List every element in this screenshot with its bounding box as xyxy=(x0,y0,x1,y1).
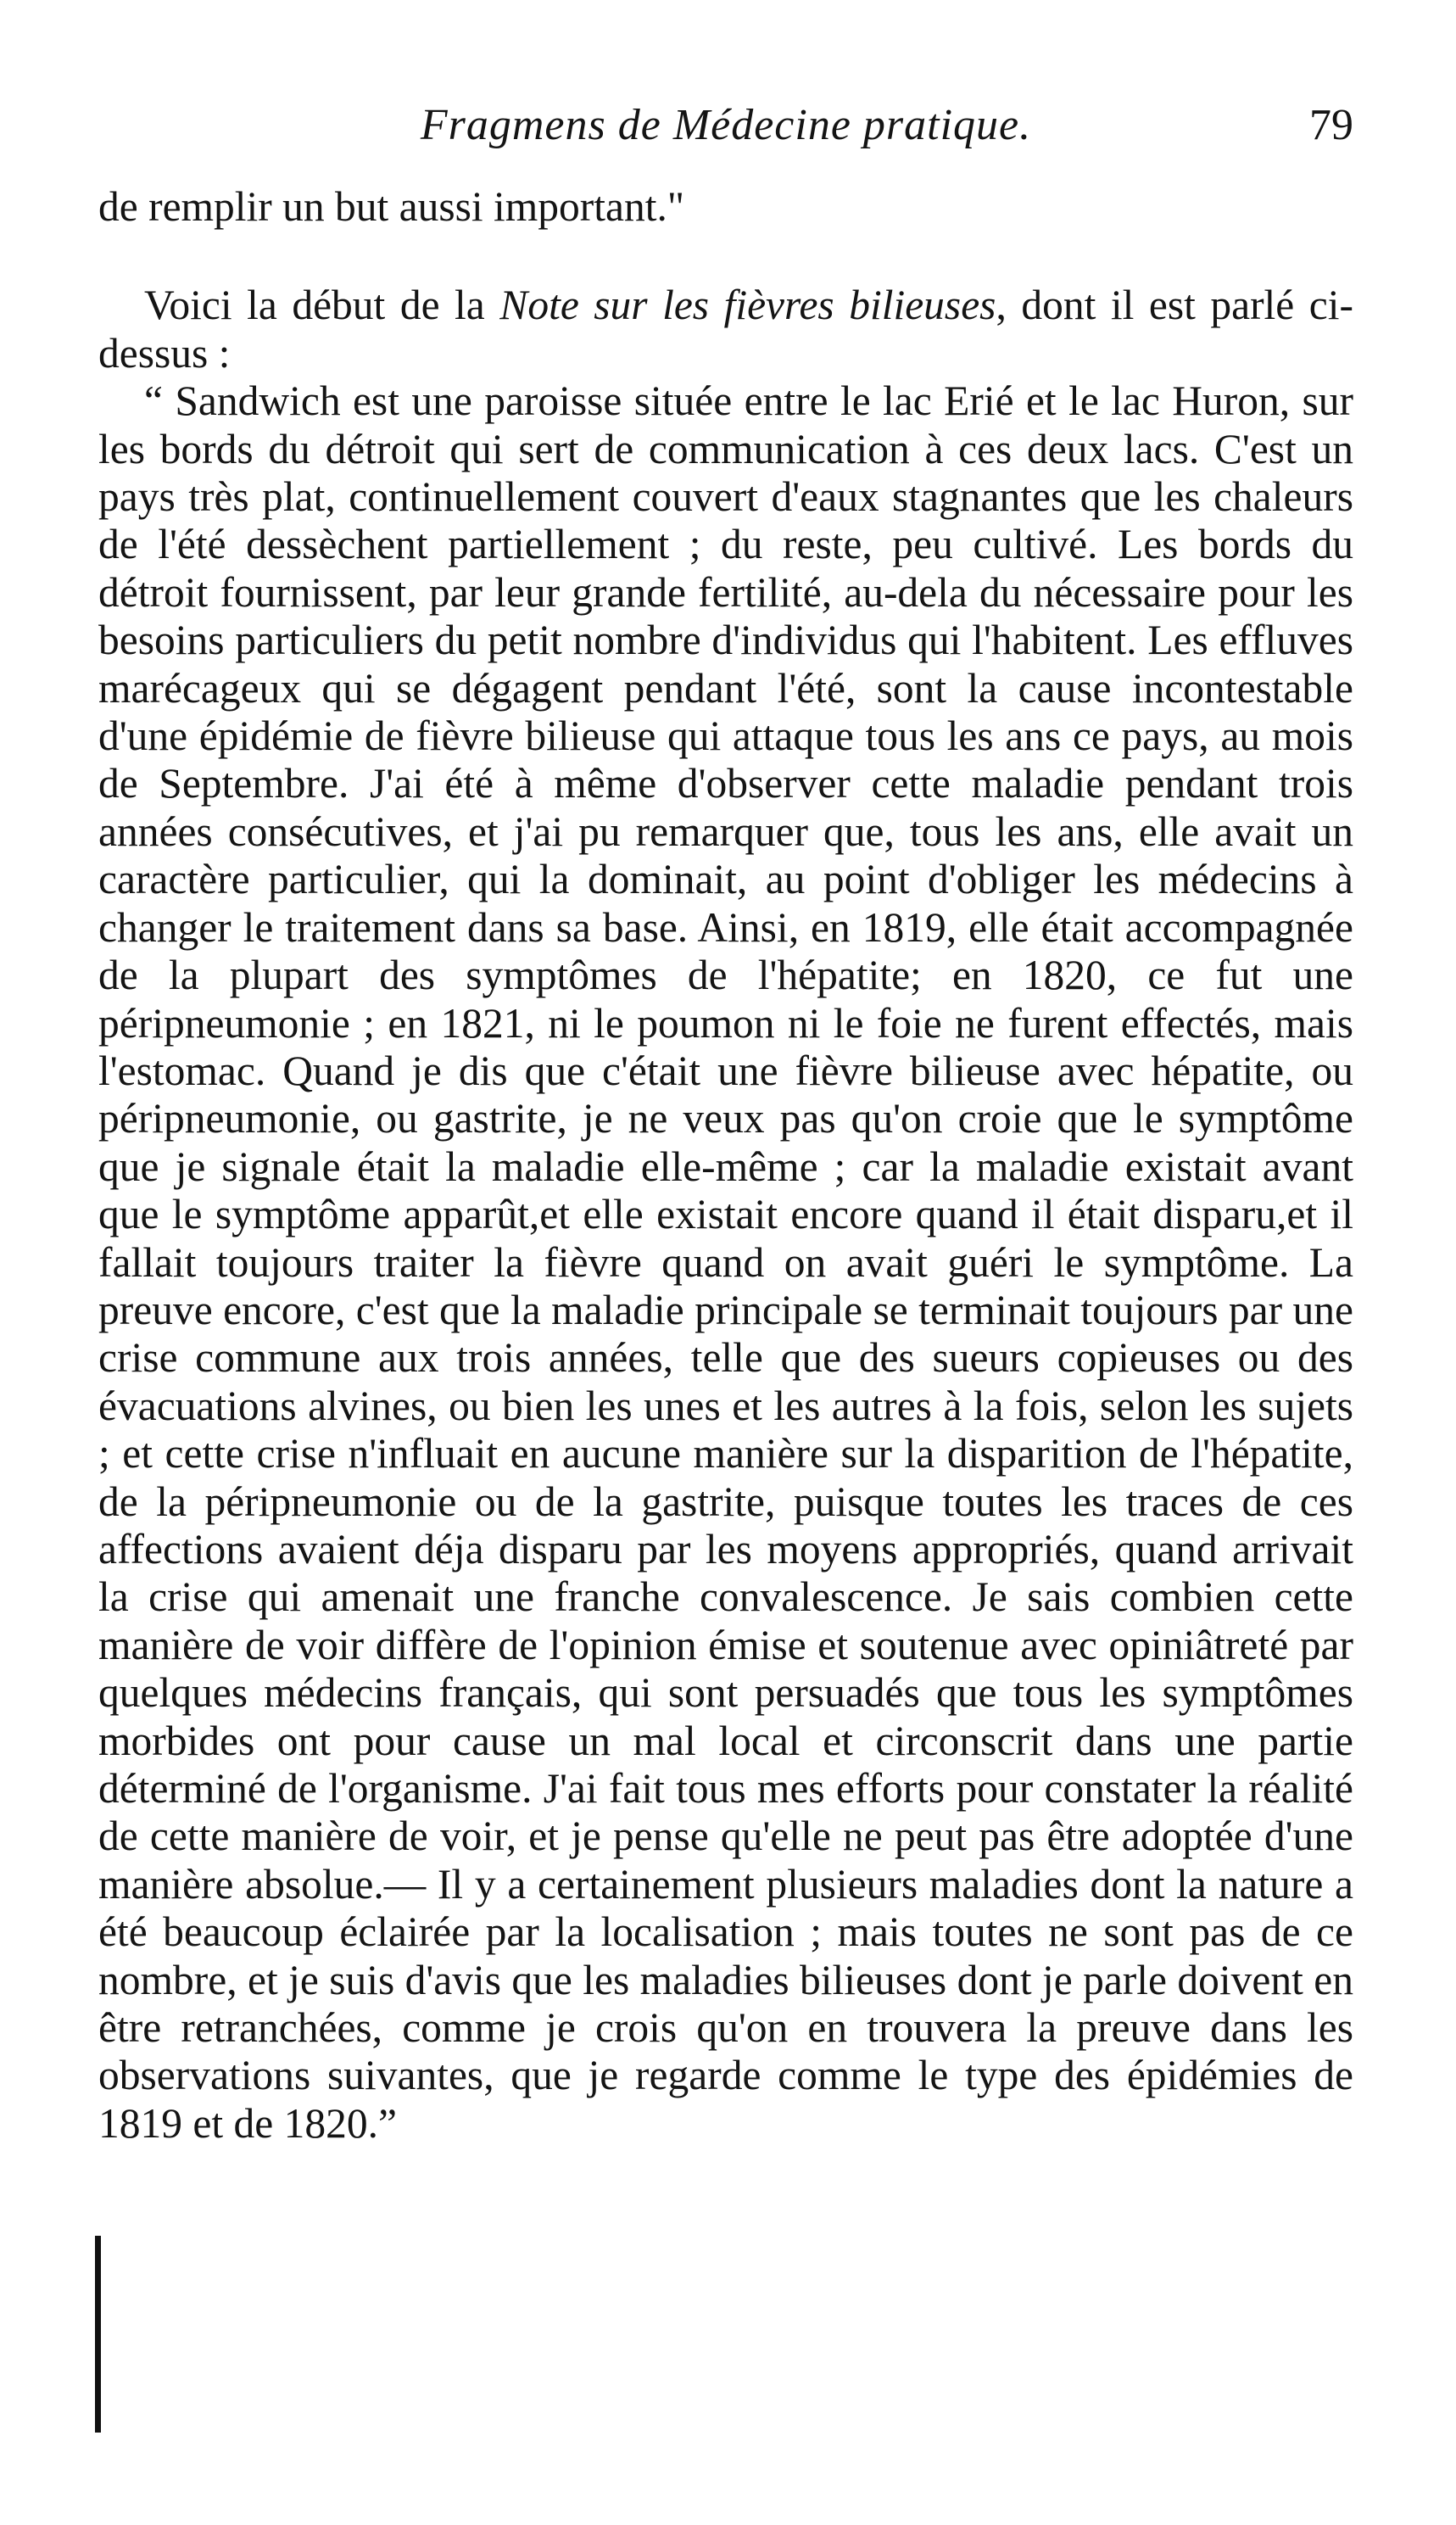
intro-text-before: Voici la début de la xyxy=(144,282,500,329)
margin-marker-bar xyxy=(95,2236,101,2433)
running-head xyxy=(98,100,1353,159)
quoted-note-paragraph: “ Sandwich est une paroisse située entre le lac Erié et le lac Huron, sur les bords du détroit qui sert de communication à ces deux lacs. C'est un pays très plat, continuellement couvert d'eaux stagnantes que les chaleurs de l'été dessèchent partiellement ; du reste, peu cultivé. Les bords du détroit fournissent, par leur grande fertilité, au-dela du nécessaire pour les besoins particuliers du petit nombre d'individus qui l'habitent. Les effluves marécageux qui se dégagent pendant l'été, sont la cause incontestable d'une épidémie de fièvre bilieuse qui attaque tous les ans ce pays, au mois de Septembre. J'ai été à même d'observer cette maladie pendant trois années consécutives, et j'ai pu remarquer que, tous les ans, elle avait un caractère particulier, qui la dominait, au point d'obliger les médecins à changer le traitement dans sa base. Ainsi, en 1819, elle était accompagnée de la plupart des symptômes de l'hépatite; en 1820, ce fut une péripneumonie ; en 1821, ni le poumon ni le foie ne furent effectés, mais l'estomac. Quand je dis que c'était une fièvre bilieuse avec hépatite, ou péripneumonie, ou gastrite, je ne veux pas qu'on croie que le symptôme que je signale était la maladie elle-même ; car la maladie existait avant que le symptôme apparût,et elle existait encore quand il était disparu,et il fallait toujours traiter la fièvre quand on avait guéri le symptôme. La preuve encore, c'est que la maladie principale se terminait toujours par une crise commune aux trois années, telle que des sueurs copieuses ou des évacuations alvines, ou bien les unes et les autres à la fois, selon les sujets ; et cette crise n'influait en aucune manière sur la disparition de l'hépatite, de la péripneumonie ou de la gastrite, puisque toutes les traces de ces affections avaient déja disparu par les moyens appropriés, quand arrivait la crise qui amenait une franche convalescence. Je sais combien cette manière de voir diffère de l'opinion émise et soutenue avec opiniâtreté par quelques médecins français, qui sont persuadés que tous les symptômes morbides ont pour cause un mal local et circonscrit dans une partie déterminé de l'organisme. J'ai fait tous mes efforts pour constater la réalité de cette manière de voir, et je pense qu'elle ne peut pas être adoptée d'une manière absolue.— Il y a certainement plusieurs maladies dont la nature a été beaucoup éclairée par la localisation ; mais toutes ne sont pas de ce nombre, et je suis d'avis que les maladies bilieuses dont je parle doivent en être retranchées, comme je crois qu'on en trouvera la preuve dans les observations suivantes, que je regarde comme le type des épidémies de 1819 et de 1820.” xyxy=(98,377,1353,2147)
intro-paragraph xyxy=(98,282,1353,377)
note-title: Note sur les fièvres bilieuses xyxy=(499,282,996,329)
page-number: 79 xyxy=(1309,101,1353,149)
intro-text-after: , dont il est parlé ci-dessus : xyxy=(98,282,1353,377)
running-title: Fragmens de Médecine pratique. xyxy=(420,101,1032,149)
continuation-line: de remplir un but aussi important." xyxy=(98,183,685,230)
body-text xyxy=(98,183,1353,2148)
